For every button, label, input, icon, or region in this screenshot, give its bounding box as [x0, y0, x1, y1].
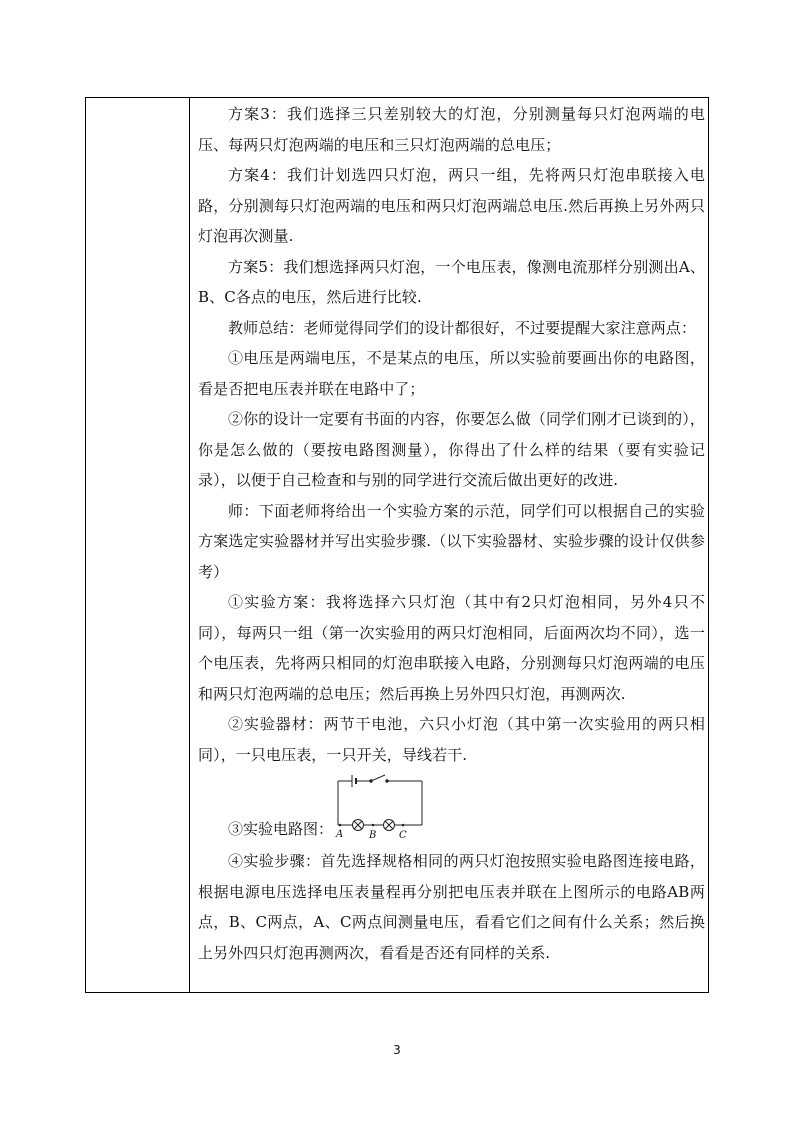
- circuit-diagram-row: [198, 770, 705, 846]
- point-c-label: C: [399, 830, 407, 841]
- plan-3-paragraph: 方案3：我们选择三只差别较大的灯泡，分别测量每只灯泡两端的电压、每两只灯泡两端的电压和三只灯泡两端的总电压；: [198, 105, 705, 154]
- lesson-content: [198, 99, 705, 968]
- experiment-steps-paragraph: ④实验步骤：首先选择规格相同的两只灯泡按照实验电路图连接电路，根据电源电压选择电压表量程再分别把电压表并联在上图所示的电路AB两点，B、C两点，A、C两点间测量电压，看看它们之间有什么关系；然后换上另外四只灯泡再测两次，看看是否还有同样的关系.: [198, 852, 705, 962]
- teacher-demo-paragraph: 师：下面老师将给出一个实验方案的示范，同学们可以根据自己的实验方案选定实验器材并写出实验步骤.（以下实验器材、实验步骤的设计仅供参考）: [198, 501, 705, 581]
- note-2-paragraph: ②你的设计一定要有书面的内容，你要怎么做（同学们刚才已谈到的），你是怎么做的（要按电路图测量），你得出了什么样的结果（要有实验记录），以便于自己检查和与别的同学进行交流后做出更好的改进.: [198, 410, 705, 489]
- table-frame: [85, 97, 709, 993]
- point-b-label: B: [369, 830, 377, 841]
- column-divider: [189, 98, 190, 992]
- note-1-paragraph: ①电压是两端电压，不是某点的电压，所以实验前要画出你的电路图，看是否把电压表并联在电路中了；: [198, 349, 705, 398]
- plan-5-paragraph: 方案5：我们想选择两只灯泡，一个电压表，像测电流那样分别测出A、B、C各点的电压，然后进行比较.: [198, 257, 705, 306]
- teacher-summary-paragraph: 教师总结：老师觉得同学们的设计都很好，不过要提醒大家注意两点：: [228, 318, 697, 337]
- circuit-diagram: [330, 773, 430, 841]
- experiment-plan-paragraph: ①实验方案：我将选择六只灯泡（其中有2只灯泡相同，另外4只不同），每两只一组（第一次实验用的两只灯泡相同，后面两次均不同），选一个电压表，先将两只相同的灯泡串联接入电路，分别测每只灯泡两端的电压和两只灯泡两端的总电压；然后再换上另外四只灯泡，再测两次.: [198, 593, 705, 703]
- point-a-label: A: [336, 829, 344, 840]
- page-number: 3: [393, 1043, 401, 1057]
- switch-lever: [371, 775, 385, 781]
- plan-4-paragraph: 方案4：我们计划选四只灯泡，两只一组，先将两只灯泡串联接入电路，分别测每只灯泡两端的电压和两只灯泡两端总电压.然后再换上另外两只灯泡再次测量.: [198, 166, 705, 245]
- experiment-materials-paragraph: ②实验器材：两节干电池，六只小灯泡（其中第一次实验用的两只相同），一只电压表，一只开关，导线若干.: [198, 715, 705, 764]
- circuit-diagram-label: ③实验电路图：: [228, 820, 334, 838]
